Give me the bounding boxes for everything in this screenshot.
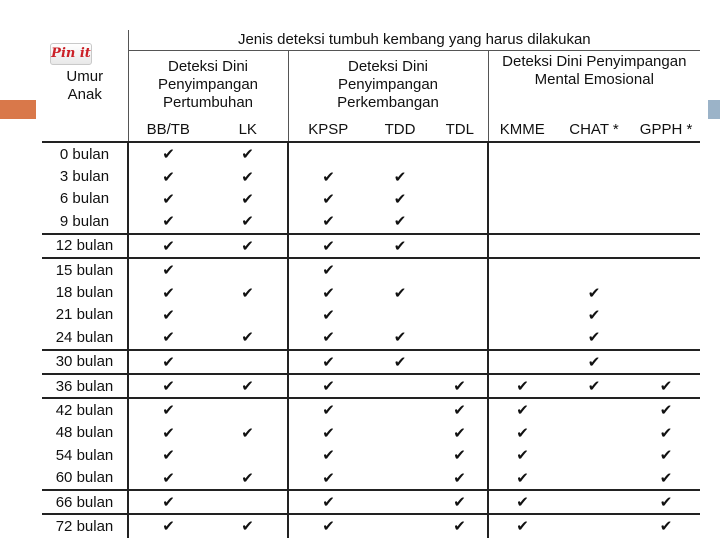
check-mark-icon: ✔: [208, 514, 288, 537]
check-mark-icon: ✔: [288, 444, 368, 466]
age-cell: 54 bulan: [55, 446, 114, 464]
age-cell: 36 bulan: [42, 374, 128, 398]
age-cell: 12 bulan: [42, 234, 128, 258]
empty-cell: [368, 444, 432, 466]
empty-cell: [432, 281, 488, 303]
empty-cell: [488, 188, 556, 210]
empty-cell: [632, 165, 700, 187]
column-header: KPSP: [288, 119, 368, 142]
age-cell: 0 bulan: [42, 142, 128, 165]
check-mark-icon: ✔: [128, 326, 208, 349]
check-mark-icon: ✔: [288, 304, 368, 326]
empty-cell: [488, 210, 556, 233]
empty-cell: [208, 258, 288, 281]
empty-cell: [368, 514, 432, 537]
empty-cell: [368, 466, 432, 489]
check-mark-icon: ✔: [128, 444, 208, 466]
check-mark-icon: ✔: [288, 398, 368, 421]
age-cell: 6 bulan: [59, 190, 110, 208]
empty-cell: [556, 258, 632, 281]
group-header-pertumbuhan: Deteksi Dini Penyimpangan Pertumbuhan: [128, 51, 288, 120]
check-mark-icon: ✔: [368, 350, 432, 374]
empty-cell: [556, 165, 632, 187]
check-mark-icon: ✔: [241, 168, 254, 186]
empty-cell: [368, 142, 432, 165]
table-row: [42, 165, 700, 187]
empty-cell: [556, 422, 632, 444]
check-mark-icon: ✔: [488, 514, 556, 537]
check-mark-icon: ✔: [432, 374, 488, 398]
check-mark-icon: ✔: [128, 210, 208, 233]
table-row: [42, 281, 700, 303]
empty-cell: [556, 142, 632, 165]
check-mark-icon: ✔: [659, 424, 673, 442]
column-header: CHAT *: [569, 121, 619, 138]
empty-cell: [488, 304, 556, 326]
check-mark-icon: ✔: [128, 188, 208, 210]
empty-cell: [368, 374, 432, 398]
age-cell: 72 bulan: [42, 514, 128, 537]
check-mark-icon: ✔: [241, 213, 254, 231]
empty-cell: [432, 210, 488, 233]
age-cell: 66 bulan: [42, 490, 128, 514]
table-row: [42, 188, 700, 210]
empty-cell: [632, 188, 700, 210]
check-mark-icon: ✔: [393, 329, 407, 347]
empty-cell: [368, 422, 432, 444]
check-mark-icon: ✔: [288, 234, 368, 258]
check-mark-icon: ✔: [241, 190, 254, 208]
check-mark-icon: ✔: [288, 165, 368, 187]
table-row: [42, 234, 700, 258]
empty-cell: [432, 304, 488, 326]
table-row: [42, 466, 700, 489]
empty-cell: [556, 490, 632, 514]
empty-cell: [208, 398, 288, 421]
empty-cell: [432, 165, 488, 187]
age-cell: 9 bulan: [59, 212, 110, 230]
check-mark-icon: ✔: [432, 514, 488, 537]
check-mark-icon: ✔: [241, 329, 254, 347]
check-mark-icon: ✔: [587, 284, 601, 302]
check-mark-icon: ✔: [241, 469, 254, 487]
empty-cell: [632, 234, 700, 258]
check-mark-icon: ✔: [587, 329, 601, 347]
table-row: [42, 374, 700, 398]
check-mark-icon: ✔: [288, 210, 368, 233]
table-row: [42, 514, 700, 537]
table-row: [42, 398, 700, 421]
empty-cell: [488, 258, 556, 281]
empty-cell: [488, 234, 556, 258]
check-mark-icon: ✔: [208, 374, 288, 398]
table-row: [42, 304, 700, 326]
age-cell: 15 bulan: [42, 258, 128, 281]
check-mark-icon: ✔: [128, 490, 208, 514]
check-mark-icon: ✔: [659, 469, 673, 487]
empty-cell: [556, 210, 632, 233]
table-row: [42, 490, 700, 514]
check-mark-icon: ✔: [128, 304, 208, 326]
column-header: GPPH *: [639, 121, 693, 138]
empty-cell: [368, 304, 432, 326]
table-row: [42, 326, 700, 349]
empty-cell: [632, 326, 700, 349]
empty-cell: [632, 258, 700, 281]
check-mark-icon: ✔: [288, 422, 368, 444]
check-mark-icon: ✔: [128, 142, 208, 165]
empty-cell: [432, 188, 488, 210]
check-mark-icon: ✔: [488, 466, 556, 489]
check-mark-icon: ✔: [288, 258, 368, 281]
pinit-button[interactable]: Pin it: [50, 43, 92, 65]
check-mark-icon: ✔: [453, 447, 466, 465]
table-row: [42, 444, 700, 466]
check-mark-icon: ✔: [432, 490, 488, 514]
check-mark-icon: ✔: [288, 188, 368, 210]
check-mark-icon: ✔: [288, 281, 368, 303]
check-mark-icon: ✔: [128, 234, 208, 258]
empty-cell: [208, 444, 288, 466]
empty-cell: [632, 281, 700, 303]
slide-accent-bar-right: [708, 100, 720, 119]
age-cell: 48 bulan: [55, 424, 114, 442]
table-row: [42, 210, 700, 233]
check-mark-icon: ✔: [128, 350, 208, 374]
check-mark-icon: ✔: [488, 490, 556, 514]
empty-cell: [432, 350, 488, 374]
check-mark-icon: ✔: [208, 142, 288, 165]
check-mark-icon: ✔: [453, 424, 466, 442]
empty-cell: [632, 210, 700, 233]
umur-anak-header: Umur Anak: [66, 67, 104, 103]
age-cell: 18 bulan: [55, 284, 114, 302]
empty-cell: [632, 304, 700, 326]
empty-cell: [208, 490, 288, 514]
table-title: Jenis deteksi tumbuh kembang yang harus dilakukan: [128, 30, 700, 51]
check-mark-icon: ✔: [488, 398, 556, 421]
empty-cell: [288, 142, 368, 165]
empty-cell: [368, 490, 432, 514]
check-mark-icon: ✔: [393, 168, 407, 186]
check-mark-icon: ✔: [556, 350, 632, 374]
table-row: [42, 142, 700, 165]
table-row: [42, 350, 700, 374]
empty-cell: [556, 234, 632, 258]
empty-cell: [208, 304, 288, 326]
check-mark-icon: ✔: [632, 374, 700, 398]
empty-cell: [632, 142, 700, 165]
check-mark-icon: ✔: [241, 424, 254, 442]
empty-cell: [556, 188, 632, 210]
check-mark-icon: ✔: [128, 422, 208, 444]
group-header-mental-emosional: Deteksi Dini Penyimpangan Mental Emosional: [488, 51, 700, 120]
detection-schedule-table: [42, 30, 700, 538]
age-cell: 30 bulan: [42, 350, 128, 374]
empty-cell: [432, 258, 488, 281]
empty-cell: [632, 350, 700, 374]
empty-cell: [556, 466, 632, 489]
age-cell: 3 bulan: [59, 168, 110, 186]
check-mark-icon: ✔: [128, 165, 208, 187]
empty-cell: [556, 514, 632, 537]
column-header: BB/TB: [128, 119, 208, 142]
column-header: KMME: [488, 119, 556, 142]
empty-cell: [556, 398, 632, 421]
check-mark-icon: ✔: [288, 374, 368, 398]
age-cell: 42 bulan: [42, 398, 128, 421]
check-mark-icon: ✔: [659, 447, 673, 465]
check-mark-icon: ✔: [128, 374, 208, 398]
empty-cell: [432, 142, 488, 165]
check-mark-icon: ✔: [241, 284, 254, 302]
check-mark-icon: ✔: [128, 514, 208, 537]
check-mark-icon: ✔: [587, 306, 601, 324]
check-mark-icon: ✔: [288, 514, 368, 537]
empty-cell: [488, 350, 556, 374]
check-mark-icon: ✔: [288, 466, 368, 489]
check-mark-icon: ✔: [393, 190, 407, 208]
empty-cell: [432, 234, 488, 258]
column-header: TDD: [384, 121, 416, 138]
check-mark-icon: ✔: [288, 490, 368, 514]
slide-accent-bar-left: [0, 100, 36, 119]
check-mark-icon: ✔: [632, 398, 700, 421]
check-mark-icon: ✔: [288, 326, 368, 349]
empty-cell: [208, 350, 288, 374]
age-cell: 60 bulan: [55, 469, 114, 487]
table-row: [42, 258, 700, 281]
empty-cell: [368, 398, 432, 421]
table-row: [42, 422, 700, 444]
check-mark-icon: ✔: [128, 466, 208, 489]
check-mark-icon: ✔: [393, 213, 407, 231]
column-header: LK: [238, 121, 257, 138]
group-header-perkembangan: Deteksi Dini Penyimpangan Perkembangan: [288, 51, 488, 120]
check-mark-icon: ✔: [368, 234, 432, 258]
empty-cell: [432, 326, 488, 349]
empty-cell: [488, 281, 556, 303]
check-mark-icon: ✔: [128, 398, 208, 421]
age-cell: 24 bulan: [55, 328, 114, 346]
check-mark-icon: ✔: [208, 234, 288, 258]
check-mark-icon: ✔: [632, 514, 700, 537]
check-mark-icon: ✔: [128, 258, 208, 281]
check-mark-icon: ✔: [432, 398, 488, 421]
check-mark-icon: ✔: [393, 284, 407, 302]
check-mark-icon: ✔: [453, 469, 466, 487]
empty-cell: [488, 326, 556, 349]
check-mark-icon: ✔: [488, 444, 556, 466]
check-mark-icon: ✔: [632, 490, 700, 514]
check-mark-icon: ✔: [488, 422, 556, 444]
empty-cell: [488, 165, 556, 187]
check-mark-icon: ✔: [288, 350, 368, 374]
empty-cell: [488, 142, 556, 165]
column-header: TDL: [445, 121, 474, 138]
check-mark-icon: ✔: [488, 374, 556, 398]
check-mark-icon: ✔: [556, 374, 632, 398]
empty-cell: [368, 258, 432, 281]
age-cell: 21 bulan: [55, 306, 114, 324]
check-mark-icon: ✔: [128, 281, 208, 303]
empty-cell: [556, 444, 632, 466]
